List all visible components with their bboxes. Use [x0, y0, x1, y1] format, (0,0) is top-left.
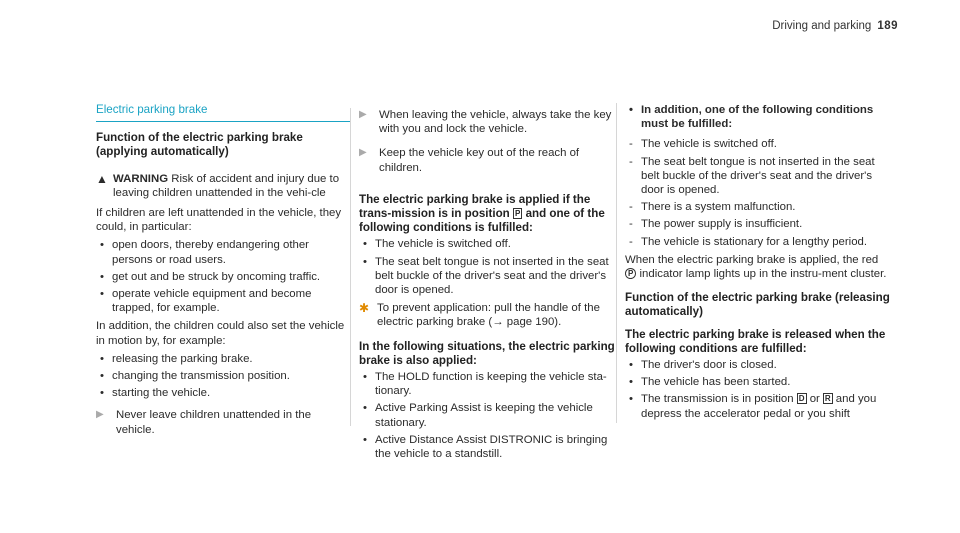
instruction-arrow-icon: ▶: [96, 409, 104, 421]
column-3: [625, 103, 891, 425]
warning-text: Risk of accident and injury due to leaving children unattended in the vehi-cle: [113, 172, 340, 199]
list-item: • The seat belt tongue is not inserted in the seat belt buckle of the driver's seat and the driver's door is opened.: [359, 255, 619, 298]
note-text: To prevent application: pull the handle of the electric parking brake (→ page 190).: [377, 302, 600, 329]
warning-label: WARNING: [113, 172, 169, 185]
bullet-dot: •: [629, 104, 633, 116]
bullet-list: [625, 358, 891, 421]
instruction-text: Keep the vehicle key out of the reach of children.: [379, 147, 580, 174]
list-item: • The driver's door is closed.: [625, 358, 891, 372]
paragraph-text: indicator lamp lights up in the instru-ment cluster.: [639, 268, 887, 281]
heading-text: and one of the following conditions is fulfilled:: [359, 207, 605, 235]
condition-heading: [625, 103, 891, 131]
list-item: • changing the transmission position.: [96, 369, 350, 383]
instruction: [96, 408, 350, 436]
reverse-position-symbol: R: [824, 394, 831, 404]
list-item: • get out and be struck by oncoming traffic.: [96, 270, 350, 284]
paragraph: [625, 253, 891, 281]
paragraph: In addition, the children could also set the vehicle in motion by, for example:: [96, 320, 345, 347]
list-item: [625, 392, 891, 420]
bullet-list: [96, 238, 350, 315]
list-item: • The HOLD function is keeping the vehicle sta-tionary.: [359, 370, 619, 398]
list-item: - The vehicle is stationary for a lengthy period.: [625, 235, 891, 249]
bullet-list: [359, 237, 619, 297]
heading-text: The electric parking brake is applied if the trans-mission is in position: [359, 192, 591, 221]
column-divider: [350, 108, 351, 426]
note-info-icon: ✱: [359, 301, 370, 316]
list-item: • releasing the parking brake.: [96, 352, 350, 366]
page-number: 189: [877, 20, 898, 32]
list-item: • open doors, thereby endangering other persons or road users.: [96, 238, 350, 266]
paragraph: If children are left unattended in the vehicle, they could, in particular:: [96, 207, 342, 234]
list-item: - There is a system malfunction.: [625, 200, 891, 214]
list-item: • The vehicle is switched off.: [359, 237, 619, 251]
condition-heading-text: In addition, one of the following conditions must be fulfilled:: [641, 104, 874, 131]
heading-applied-if: [359, 193, 619, 236]
list-item-text: and you depress the accelerator pedal or you shift: [641, 393, 877, 420]
list-item: • operate vehicle equipment and become trapped, for example.: [96, 287, 350, 315]
warning-block: [96, 172, 350, 200]
drive-position-symbol: D: [798, 394, 805, 404]
bullet-list: [359, 370, 619, 461]
column-1: [96, 103, 350, 447]
list-item: - The power supply is insufficient.: [625, 217, 891, 231]
heading-release-automatically: Function of the electric parking brake (releasing automatically): [625, 291, 890, 319]
list-item: - The seat belt tongue is not inserted in the seat belt buckle of the driver's seat and the driver's door is opened.: [625, 155, 891, 198]
park-position-symbol: P: [514, 209, 521, 219]
section-title: Electric parking brake: [96, 103, 350, 122]
list-item: • Active Parking Assist is keeping the vehicle stationary.: [359, 401, 619, 429]
instruction-arrow-icon: ▶: [359, 109, 367, 120]
heading-apply-automatically: Function of the electric parking brake (applying automatically): [96, 131, 303, 159]
paragraph-text: When the electric parking brake is applied, the red: [625, 253, 879, 266]
parking-brake-lamp-symbol: P: [625, 268, 636, 279]
list-item: - The vehicle is switched off.: [625, 137, 891, 151]
list-item: • starting the vehicle.: [96, 386, 350, 400]
warning-triangle-icon: ▲: [96, 171, 108, 186]
instruction: [359, 146, 619, 174]
instruction-arrow-icon: ▶: [359, 147, 367, 159]
column-2: [359, 108, 619, 465]
heading-released-when: The electric parking brake is released when the following conditions are fulfilled:: [625, 327, 886, 355]
instruction-text: When leaving the vehicle, always take the key with you and lock the vehicle.: [379, 109, 612, 136]
note-block: [359, 301, 619, 329]
instruction: [359, 108, 619, 136]
bullet-list: [96, 352, 350, 401]
list-item-text: or: [809, 393, 820, 406]
dash-list: [625, 137, 891, 248]
instruction-text: Never leave children unattended in the vehicle.: [116, 409, 312, 436]
list-item: • The vehicle has been started.: [625, 375, 891, 389]
heading-situations: In the following situations, the electric parking brake is also applied:: [359, 339, 615, 367]
list-item-text: The transmission is in position: [641, 393, 794, 406]
list-item: • Active Distance Assist DISTRONIC is bringing the vehicle to a standstill.: [359, 433, 619, 461]
running-header: Driving and parking: [772, 20, 872, 32]
page-header: [772, 19, 898, 33]
